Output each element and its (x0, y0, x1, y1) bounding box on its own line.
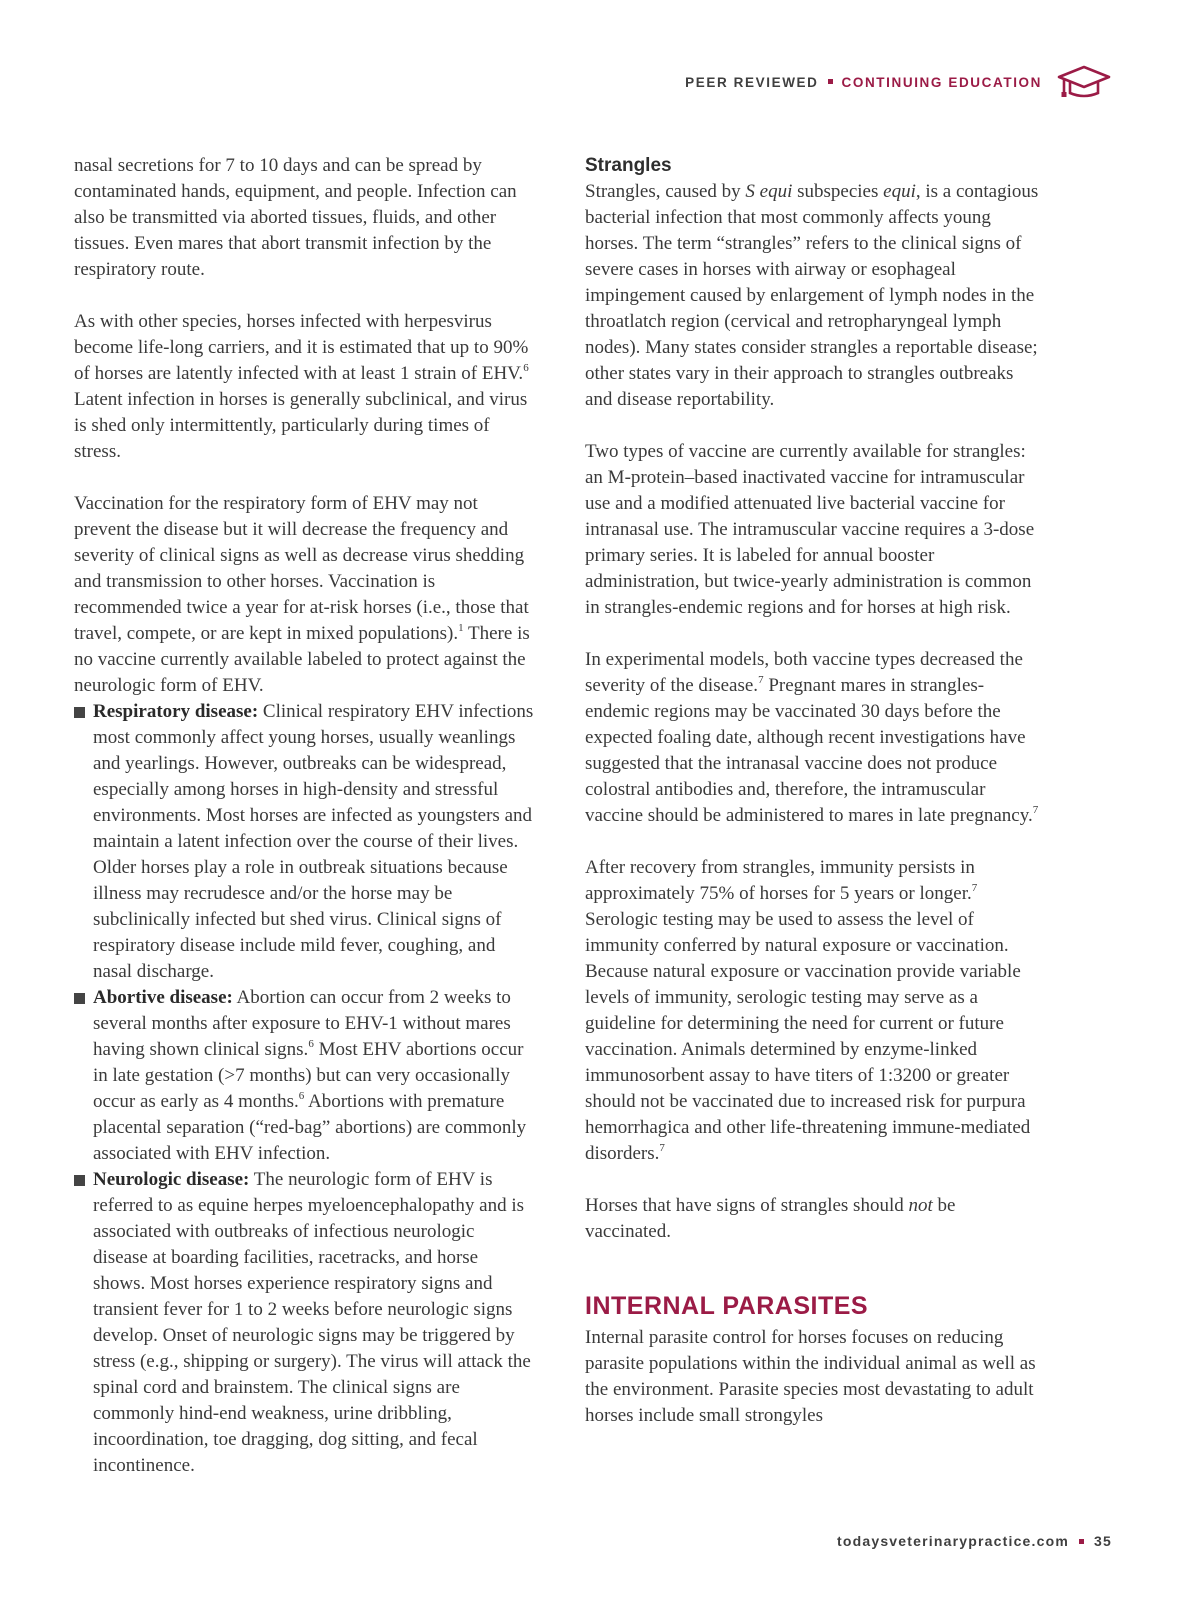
citation: 7 (758, 673, 764, 686)
paragraph: Horses that have signs of strangles should not be vaccinated. (585, 1195, 956, 1242)
page-number: 35 (1094, 1533, 1112, 1549)
peer-reviewed-label: PEER REVIEWED (685, 74, 819, 90)
citation: 6 (298, 1089, 305, 1102)
bullet-square-icon (74, 993, 85, 1004)
list-item: Respiratory disease: Clinical respiratory EHV infections most commonly affect young horses, usually weanlings and yearlings. However, outbreaks can be widespread, especially among horses in high-density and stressful environments. Most horses are infected as youngsters and maintain a latent infection over the course of their lives. Older horses play a role in outbreak situations because illness may recrudesce and/or the horse may be subclinically infected but shed virus. Clinical signs of respiratory disease include mild fever, coughing, and nasal discharge. (74, 699, 534, 985)
paragraph: In experimental models, both vaccine types decreased the severity of the disease.$^7$ Pregnant mares in strangles-endemic regions may be vaccinated 30 days before the expected foaling date, although recent investigations have suggested that the intranasal vaccine does not produce colostral antibodies and, therefore, the intramuscular vaccine should be administered to mares in late pregnancy.$^7$ (585, 649, 1039, 826)
page-footer (837, 1533, 1112, 1549)
citation: 1 (458, 621, 464, 634)
running-header (685, 64, 1112, 100)
paragraph: nasal secretions for 7 to 10 days and can be spread by contaminated hands, equipment, and people. Infection can also be transmitted via aborted tissues, fluids, and other tissues. Even mares that abort transmit infection by the respiratory route. (74, 155, 517, 280)
citation: 7 (659, 1141, 665, 1154)
graduation-cap-icon (1056, 64, 1112, 100)
citation: 7 (971, 881, 978, 894)
bullet-label: Neurologic disease: (93, 1169, 250, 1190)
separator-dot (1079, 1539, 1084, 1544)
strangles-heading: Strangles (585, 155, 672, 176)
right-column (585, 153, 1045, 1429)
citation: 6 (523, 361, 529, 374)
list-item: Neurologic disease: The neurologic form of EHV is referred to as equine herpes myeloencephalopathy and is associated with outbreaks of infectious neurologic disease at boarding facilities, racetracks, and horse shows. Most horses experience respiratory signs and transient fever for 1 to 2 weeks before neurologic signs develop. Onset of neurologic signs may be triggered by stress (e.g., shipping or surgery). The virus will attack the spinal cord and brainstem. The clinical signs are commonly hind-end weakness, urine dribbling, incoordination, toe dragging, dog sitting, and fecal incontinence. (74, 1167, 534, 1479)
bullet-square-icon (74, 1175, 85, 1186)
separator-dot (828, 79, 833, 84)
list-item: Abortive disease: Abortion can occur from 2 weeks to several months after exposure to EHV-1 without mares having shown clinical signs.$^6$ Most EHV abortions occur in late gestation (>7 months) but can very occasionally occur as early as 4 months.$^6$ Abortions with premature placental separation (“red-bag” abortions) are commonly associated with EHV infection. (74, 985, 534, 1167)
paragraph: As with other species, horses infected with herpesvirus become life-long carriers, and it is estimated that up to 90% of horses are latently infected with at least 1 strain of EHV.$^6$ Latent infection in horses is generally subclinical, and virus is shed only intermittently, particularly during times of stress. (74, 311, 529, 462)
paragraph: Vaccination for the respiratory form of EHV may not prevent the disease but it will decrease the frequency and severity of clinical signs as well as decrease virus shedding and transmission to other horses. Vaccination is recommended twice a year for at-risk horses (i.e., those that travel, compete, or are kept in mixed populations).$^1$ There is no vaccine currently available labeled to protect against the neurologic form of EHV. (74, 493, 530, 696)
internal-parasites-heading: INTERNAL PARASITES (585, 1292, 869, 1320)
citation: 6 (308, 1037, 314, 1050)
bullet-label: Respiratory disease: (93, 701, 259, 722)
bullet-square-icon (74, 707, 85, 718)
paragraph: Strangles, caused by S equi subspecies equi, is a contagious bacterial infection that most commonly affects young horses. The term “strangles” refers to the clinical signs of severe cases in horses with airway or esophageal impingement caused by enlargement of lymph nodes in the throatlatch region (cervical and retropharyngeal lymph nodes). Many states consider strangles a reportable disease; other states vary in their approach to strangles outbreaks and disease reportability. (585, 181, 1039, 410)
bullet-list (74, 699, 534, 1479)
paragraph: Two types of vaccine are currently available for strangles: an M-protein–based inactivated vaccine for intramuscular use and a modified attenuated live bacterial vaccine for intranasal use. The intramuscular vaccine requires a 3-dose primary series. It is labeled for annual booster administration, but twice-yearly administration is common in strangles-endemic regions and for horses at high risk. (585, 441, 1035, 618)
paragraph: Internal parasite control for horses focuses on reducing parasite populations within the individual animal as well as the environment. Parasite species most devastating to adult horses include small strongyles (585, 1327, 1036, 1426)
continuing-education-label: CONTINUING EDUCATION (841, 74, 1042, 90)
left-column (74, 153, 534, 1479)
bullet-label: Abortive disease: (93, 987, 233, 1008)
paragraph: After recovery from strangles, immunity persists in approximately 75% of horses for 5 years or longer.$^7$ Serologic testing may be used to assess the level of immunity conferred by natural exposure or vaccination. Because natural exposure or vaccination provide variable levels of immunity, serologic testing may serve as a guideline for determining the need for current or future vaccination. Animals determined by enzyme-linked immunosorbent assay to have titers of 1:3200 or greater should not be vaccinated due to increased risk for purpura hemorrhagica and other life-threatening immune-mediated disorders.$^7$ (585, 857, 1031, 1164)
website-url: todaysveterinarypractice.com (836, 1533, 1070, 1549)
citation: 7 (1032, 803, 1039, 816)
